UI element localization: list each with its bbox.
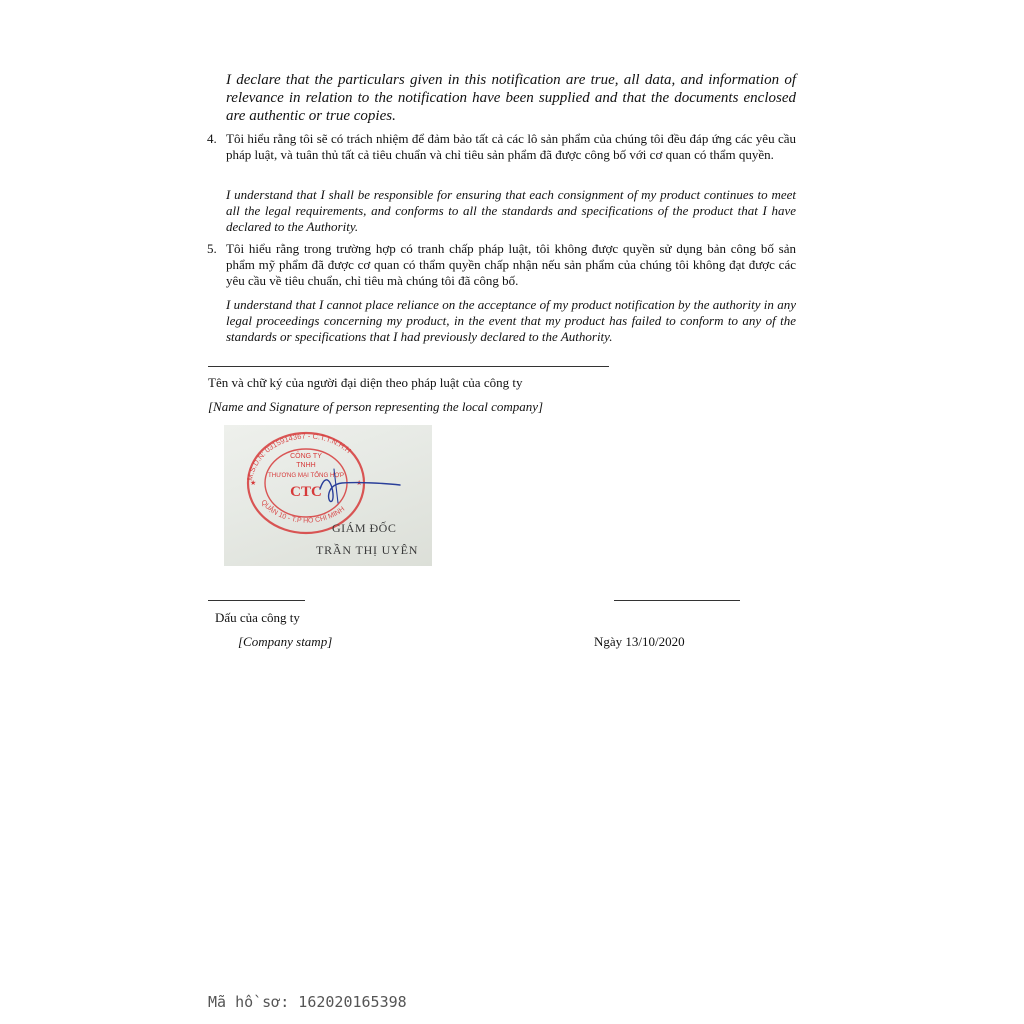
star-icon: ★ [356,479,363,487]
signing-date: Ngày 13/10/2020 [594,634,685,649]
star-icon: ★ [250,479,257,487]
date-line [614,600,740,601]
record-code: Mã hồ sơ: 162020165398 [208,993,407,1011]
item5-english-text: I understand that I cannot place reliance on the acceptance of my product notification by the authority in any legal proceedings concerning my product, in the event that my product has failed to conform to any of the standards or specifications that I had previously declared to the Authority. [226,297,796,344]
stamp-bottom-text: QUẬN 10 - T.P HỒ CHÍ MINH [259,498,347,525]
item4-english-text: I understand that I shall be responsible for ensuring that each consignment of my product continues to meet all the legal requirements, and conforms to all the standards and specifications of the product that I have declared to the Authority. [226,187,796,234]
signature-label-en: [Name and Signature of person representing the local company] [208,399,544,414]
stamp-line2: TNHH [296,462,316,469]
signatory-name: TRẦN THỊ UYÊN [316,543,419,557]
signatory-title: GIÁM ĐỐC [332,521,397,535]
item3-english-text: I declare that the particulars given in this notification are true, all data, and information of relevance in relation to the notification have been supplied and that the documents enclosed are authentic or true copies. [226,72,796,124]
stamp-line [208,600,305,601]
item5-number: 5. [207,241,217,256]
signature-stamp-photo [224,425,432,566]
signature-line [208,366,609,367]
company-stamp-label-en: [Company stamp] [238,634,333,649]
item4-vietnamese-text: Tôi hiểu rằng tôi sẽ có trách nhiệm để đảm bảo tất cả các lô sản phẩm của chúng tôi đều đáp ứng các yêu cầu pháp luật, và tuân thủ tất cả tiêu chuẩn và chỉ tiêu sản phẩm đã được công bố với cơ quan có thẩm quyền. [226,131,796,162]
stamp-line1: CÔNG TY [290,453,322,460]
item5-vietnamese-text: Tôi hiểu rằng trong trường hợp có tranh chấp pháp luật, tôi không được quyền sử dụng bản công bố sản phẩm mỹ phẩm đã được cơ quan có thẩm quyền chấp nhận nếu sản phẩm của chúng tôi không đạt được các yêu cầu về tiêu chuẩn, chỉ tiêu mà chúng tôi đã công bố. [226,241,796,288]
company-stamp-label-vi: Dấu của công ty [215,610,300,625]
item4-number: 4. [207,131,217,146]
handwritten-signature [320,480,400,502]
signature-label-vi: Tên và chữ ký của người đại diện theo pháp luật của công ty [208,375,523,390]
stamp-ring-text: M.S.D.N: 0315914367 - C.T.T.N.H.H [245,431,353,482]
stamp-line4: CTC [290,484,322,500]
stamp-line3: THƯƠNG MẠI TỔNG HỢP [268,472,344,479]
